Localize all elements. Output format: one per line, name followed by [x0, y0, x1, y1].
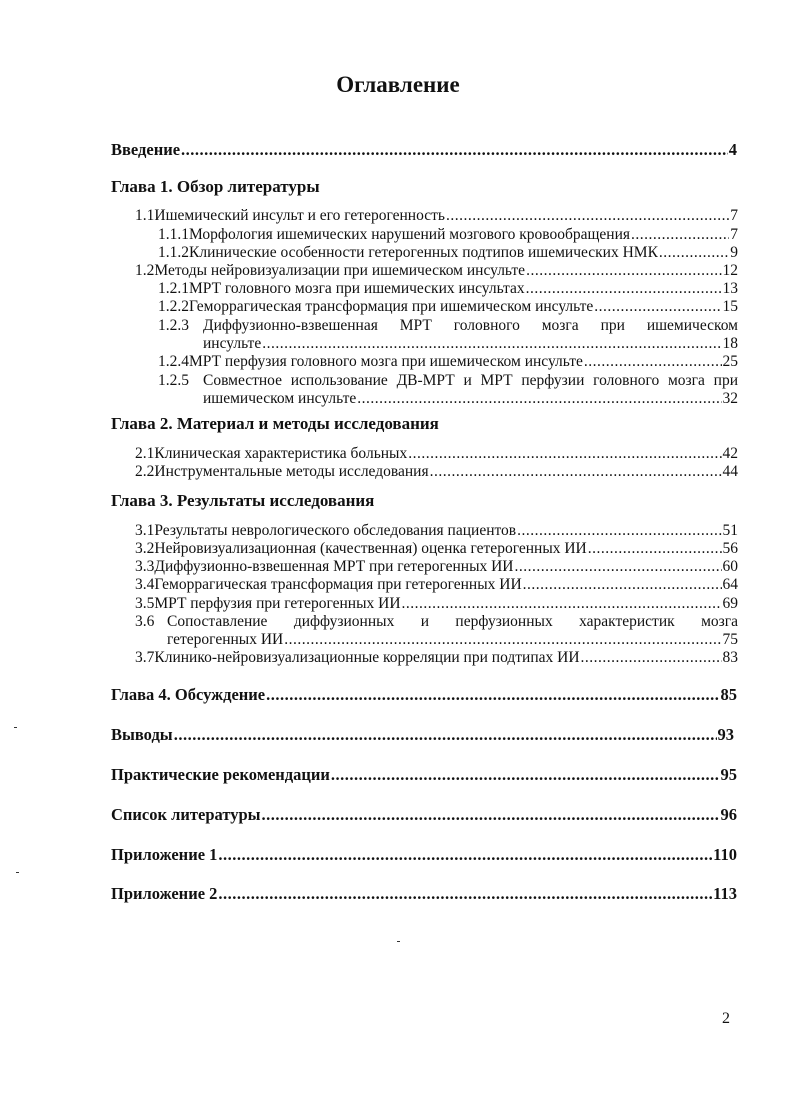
- toc-entry-page: 60: [722, 558, 738, 575]
- toc-entry-page: 113: [713, 884, 737, 903]
- toc-entry-label: МРТ перфузия головного мозга при ишемическом инсульте: [189, 353, 583, 370]
- toc-entry-1-2-5-cont[interactable]: [203, 390, 738, 408]
- toc-entry-label: Приложение 1: [111, 845, 218, 864]
- toc-entry-label: Геморрагическая трансформация при гетерогенных ИИ: [154, 576, 522, 593]
- toc-entry-intro[interactable]: [111, 140, 737, 160]
- toc-entry-label: Клиническая характеристика больных: [154, 445, 408, 462]
- leader-dots: [218, 845, 712, 865]
- toc-entry-page: 95: [720, 765, 737, 784]
- section-number: 1.2.2: [158, 298, 189, 315]
- chapter1-heading: Глава 1. Обзор литературы: [111, 177, 320, 196]
- toc-entry-3-7[interactable]: [135, 649, 738, 667]
- toc-entry-page: 18: [722, 335, 738, 352]
- leader-dots: [174, 725, 717, 745]
- toc-entry-label: Введение: [111, 140, 181, 159]
- toc-entry-3-1[interactable]: [135, 522, 738, 540]
- toc-entry-label: Методы нейровизуализации при ишемическом инсульте: [154, 262, 526, 279]
- toc-entry-label: Ишемический инсульт и его гетерогенность: [154, 207, 445, 224]
- leader-dots: [284, 631, 721, 649]
- leader-dots: [262, 335, 721, 353]
- section-number: 1.2: [135, 262, 155, 279]
- toc-entry-label: Клинические особенности гетерогенных подтипов ишемических НМК: [189, 244, 658, 261]
- toc-entry-label: Диффузионно-взвешенная МРТ при гетерогенных ИИ: [154, 558, 514, 575]
- section-number: 1.2.4: [158, 353, 189, 370]
- leader-dots: [266, 685, 719, 705]
- leader-dots: [262, 805, 720, 825]
- leader-dots: [430, 463, 722, 481]
- toc-entry-label: Сопоставление диффузионных и перфузионных характеристик мозга: [167, 613, 738, 630]
- toc-entry-label: МРТ головного мозга при ишемических инсультах: [189, 280, 525, 297]
- section-number: 1.2.1: [158, 280, 189, 297]
- leader-dots: [584, 353, 722, 371]
- toc-entry-recommendations[interactable]: [111, 765, 737, 785]
- toc-entry-3-6-cont[interactable]: [167, 631, 738, 649]
- toc-entry-3-2[interactable]: [135, 540, 738, 558]
- toc-entry-page: 7: [730, 226, 738, 243]
- leader-dots: [408, 445, 721, 463]
- leader-dots: [218, 884, 712, 904]
- toc-entry-page: 4: [728, 140, 737, 159]
- leader-dots: [357, 390, 721, 408]
- section-number: 2.1: [135, 445, 155, 462]
- toc-entry-page: 42: [722, 445, 738, 462]
- toc-entry-page: 110: [713, 845, 737, 864]
- toc-entry-appendix1[interactable]: [111, 845, 737, 865]
- toc-entry-label-cont: гетерогенных ИИ: [167, 631, 284, 648]
- toc-entry-page: 51: [722, 522, 738, 539]
- leader-dots: [581, 649, 722, 667]
- page-title: Оглавление: [336, 72, 460, 97]
- toc-entry-page: 93: [717, 725, 734, 744]
- toc-entry-page: 56: [722, 540, 738, 557]
- toc-entry-page: 75: [722, 631, 738, 648]
- toc-entry-1-1-1[interactable]: [158, 226, 738, 244]
- leader-dots: [659, 244, 729, 262]
- leader-dots: [515, 558, 722, 576]
- toc-entry-label: Нейровизуализационная (качественная) оценка гетерогенных ИИ: [154, 540, 587, 557]
- toc-entry-label: Геморрагическая трансформация при ишемическом инсульте: [189, 298, 594, 315]
- leader-dots: [331, 765, 720, 785]
- toc-entry-2-2[interactable]: [135, 463, 738, 481]
- leader-dots: [523, 576, 722, 594]
- toc-entry-label: Клинико-нейровизуализационные корреляции при подтипах ИИ: [154, 649, 580, 666]
- toc-entry-conclusions[interactable]: [111, 725, 734, 745]
- toc-entry-1-2-1[interactable]: [158, 280, 738, 298]
- section-number: 1.2.5: [158, 372, 189, 389]
- toc-entry-label: Практические рекомендации: [111, 765, 330, 784]
- toc-entry-appendix2[interactable]: [111, 884, 737, 904]
- toc-entry-page: 69: [722, 595, 738, 612]
- section-number: 3.4: [135, 576, 155, 593]
- toc-entry-label: Приложение 2: [111, 884, 218, 903]
- toc-entry-label: Инструментальные методы исследования: [154, 463, 429, 480]
- toc-entry-1-2-4[interactable]: [158, 353, 738, 371]
- toc-entry-page: 13: [722, 280, 738, 297]
- section-number: 1.1: [135, 207, 155, 224]
- toc-entry-page: 9: [730, 244, 738, 261]
- toc-entry-label-cont: инсульте: [203, 335, 262, 352]
- toc-entry-references[interactable]: [111, 805, 737, 825]
- toc-entry-3-5[interactable]: [135, 595, 738, 613]
- leader-dots: [402, 595, 722, 613]
- leader-dots: [588, 540, 722, 558]
- toc-entry-label: Список литературы: [111, 805, 261, 824]
- toc-entry-page: 85: [720, 685, 737, 704]
- leader-dots: [526, 262, 721, 280]
- toc-entry-1-1-2[interactable]: [158, 244, 738, 262]
- section-number: 3.3: [135, 558, 155, 575]
- section-number: 1.1.2: [158, 244, 189, 261]
- toc-entry-1-2-5[interactable]: [158, 372, 738, 390]
- section-number: 3.6: [135, 613, 155, 630]
- page-number: 2: [722, 1010, 730, 1027]
- toc-entry-page: 12: [722, 262, 738, 279]
- toc-entry-1-2-3-cont[interactable]: [203, 335, 738, 353]
- toc-entry-page: 32: [722, 390, 738, 407]
- section-number: 1.1.1: [158, 226, 189, 243]
- toc-entry-chapter4[interactable]: [111, 685, 737, 705]
- toc-entry-label: Выводы: [111, 725, 173, 744]
- toc-entry-label: Результаты неврологического обследования пациентов: [154, 522, 517, 539]
- toc-entry-3-6[interactable]: [135, 613, 738, 631]
- section-number: 3.5: [135, 595, 155, 612]
- chapter2-heading: Глава 2. Материал и методы исследования: [111, 414, 439, 433]
- toc-entry-label: Глава 4. Обсуждение: [111, 685, 266, 704]
- toc-entry-label: Морфология ишемических нарушений мозгового кровообращения: [189, 226, 631, 243]
- toc-entry-3-4[interactable]: [135, 576, 738, 594]
- toc-entry-page: 15: [722, 298, 738, 315]
- leader-dots: [446, 207, 729, 225]
- toc-entry-label: Диффузионно-взвешенная МРТ головного мозга при ишемическом: [203, 317, 738, 334]
- toc-entry-1-1[interactable]: [135, 207, 738, 225]
- section-number: 2.2: [135, 463, 155, 480]
- section-number: 3.7: [135, 649, 155, 666]
- toc-entry-page: 83: [722, 649, 738, 666]
- toc-entry-1-2-2[interactable]: [158, 298, 738, 316]
- leader-dots: [517, 522, 721, 540]
- leader-dots: [181, 140, 728, 160]
- toc-entry-label: Совместное использование ДВ-МРТ и МРТ перфузии головного мозга при: [203, 372, 738, 389]
- toc-entry-page: 44: [722, 463, 738, 480]
- toc-entry-page: 96: [720, 805, 737, 824]
- section-number: 3.2: [135, 540, 155, 557]
- toc-entry-2-1[interactable]: [135, 445, 738, 463]
- scan-speck: [14, 727, 17, 728]
- scan-speck: [397, 941, 400, 942]
- chapter3-heading: Глава 3. Результаты исследования: [111, 491, 375, 510]
- toc-entry-label-cont: ишемическом инсульте: [203, 390, 357, 407]
- toc-entry-3-3[interactable]: [135, 558, 738, 576]
- toc-entry-1-2-3[interactable]: [158, 317, 738, 335]
- scan-speck: [16, 872, 19, 873]
- section-number: 3.1: [135, 522, 155, 539]
- leader-dots: [594, 298, 721, 316]
- leader-dots: [631, 226, 729, 244]
- toc-entry-page: 25: [722, 353, 738, 370]
- toc-entry-page: 7: [730, 207, 738, 224]
- leader-dots: [526, 280, 722, 298]
- toc-entry-1-2[interactable]: [135, 262, 738, 280]
- toc-entry-label: МРТ перфузия при гетерогенных ИИ: [154, 595, 401, 612]
- toc-entry-page: 64: [722, 576, 738, 593]
- section-number: 1.2.3: [158, 317, 189, 334]
